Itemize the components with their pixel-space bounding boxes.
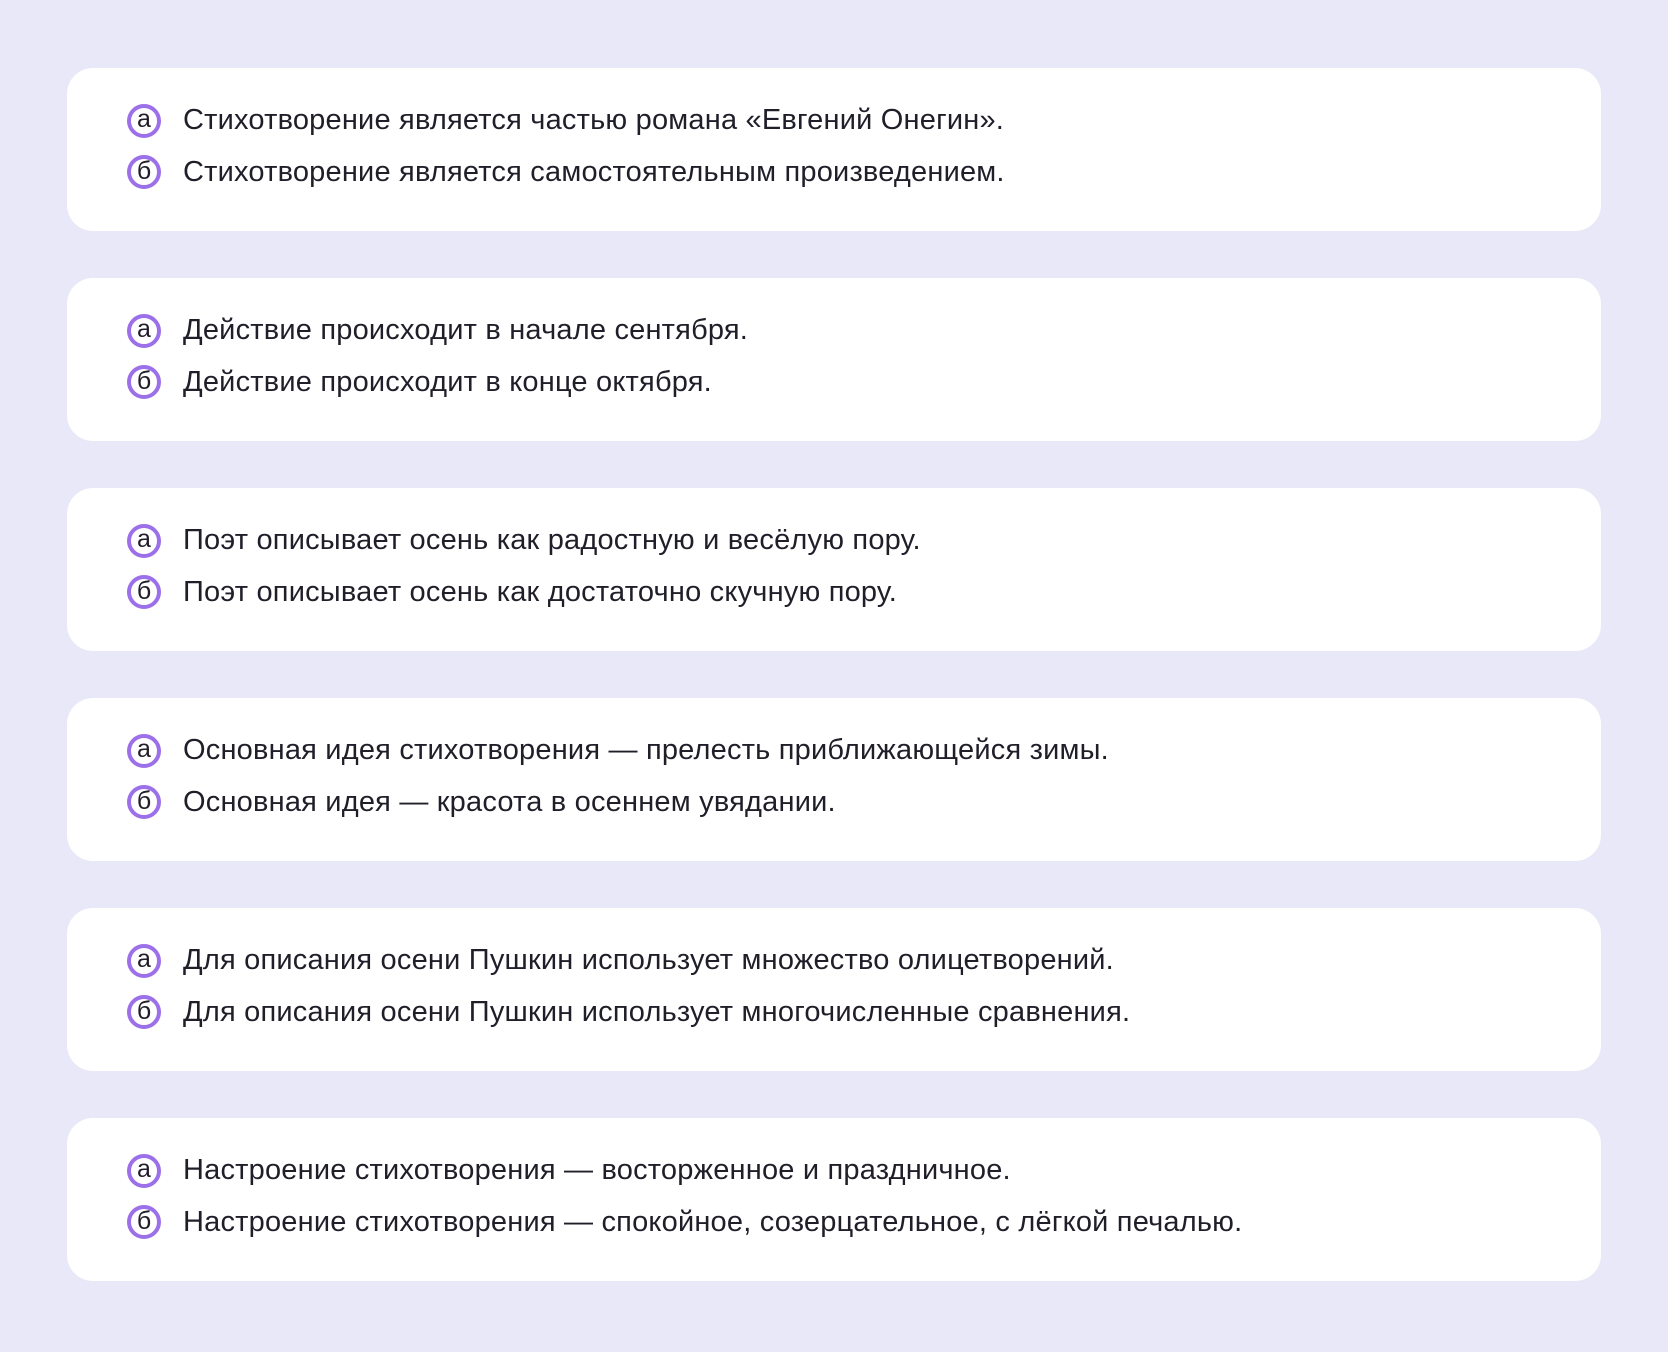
option-text: Настроение стихотворения — восторженное и праздничное. <box>183 1154 1011 1187</box>
option-letter-badge[interactable]: б <box>127 995 161 1029</box>
question-6-option-a[interactable] <box>127 1153 1553 1188</box>
option-letter-badge[interactable]: а <box>127 734 161 768</box>
option-text: Действие происходит в начале сентября. <box>183 314 749 347</box>
option-letter-badge[interactable]: а <box>127 524 161 558</box>
option-letter-badge[interactable]: а <box>127 104 161 138</box>
question-card-5 <box>67 908 1601 1071</box>
option-text: Основная идея стихотворения — прелесть приближающейся зимы. <box>183 734 1109 767</box>
question-card-3 <box>67 488 1601 651</box>
question-card-2 <box>67 278 1601 441</box>
option-text: Настроение стихотворения — спокойное, созерцательное, с лёгкой печалью. <box>183 1206 1243 1238</box>
option-letter-badge[interactable]: а <box>127 944 161 978</box>
question-1-option-b[interactable] <box>127 155 1553 190</box>
question-card-4 <box>67 698 1601 861</box>
option-letter-badge[interactable]: б <box>127 155 161 189</box>
option-letter-badge[interactable]: б <box>127 575 161 609</box>
option-text: Поэт описывает осень как радостную и весёлую пору. <box>183 524 921 557</box>
option-letter-badge[interactable]: б <box>127 1205 161 1239</box>
question-6-option-b[interactable] <box>127 1205 1553 1240</box>
question-5-option-a[interactable] <box>127 943 1553 978</box>
question-1-option-a[interactable] <box>127 103 1553 138</box>
option-text: Для описания осени Пушкин использует множество олицетворений. <box>183 944 1114 977</box>
option-text: Стихотворение является самостоятельным произведением. <box>183 156 1005 188</box>
question-card-1 <box>67 68 1601 231</box>
option-letter-badge[interactable]: б <box>127 785 161 819</box>
question-card-6 <box>67 1118 1601 1281</box>
option-text: Стихотворение является частью романа «Евгений Онегин». <box>183 104 1005 137</box>
question-4-option-b[interactable] <box>127 785 1553 820</box>
option-letter-badge[interactable]: б <box>127 365 161 399</box>
question-2-option-a[interactable] <box>127 313 1553 348</box>
question-3-option-a[interactable] <box>127 523 1553 558</box>
option-letter-badge[interactable]: а <box>127 314 161 348</box>
question-4-option-a[interactable] <box>127 733 1553 768</box>
option-letter-badge[interactable]: а <box>127 1154 161 1188</box>
option-text: Основная идея — красота в осеннем увядании. <box>183 786 836 818</box>
option-text: Поэт описывает осень как достаточно скучную пору. <box>183 576 897 608</box>
question-3-option-b[interactable] <box>127 575 1553 610</box>
question-2-option-b[interactable] <box>127 365 1553 400</box>
question-5-option-b[interactable] <box>127 995 1553 1030</box>
option-text: Для описания осени Пушкин использует многочисленные сравнения. <box>183 996 1131 1028</box>
option-text: Действие происходит в конце октября. <box>183 366 712 398</box>
